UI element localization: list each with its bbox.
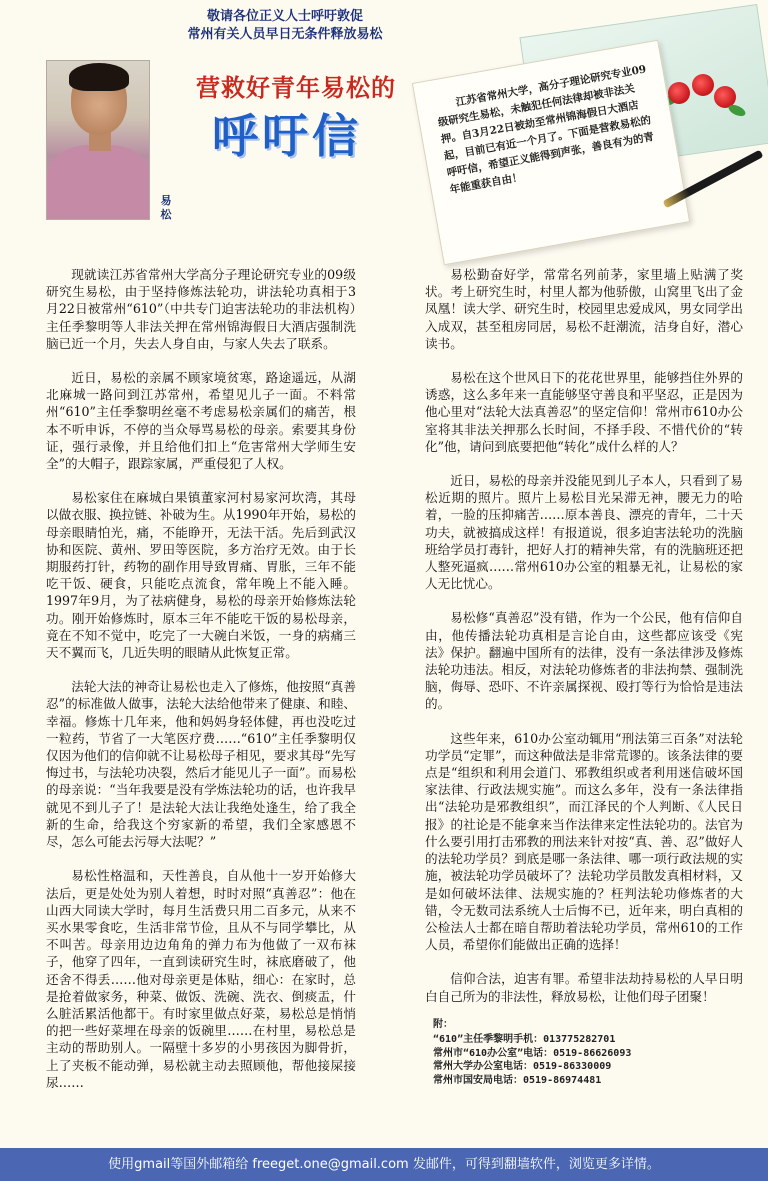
right-column: [425, 266, 743, 1087]
contact-row: 常州市“610办公室”电话：0519-86626093: [433, 1047, 632, 1059]
photo-name: 易松: [160, 194, 172, 221]
paragraph: 法轮大法的神奇让易松也走入了修炼，他按照“真善忍”的标准做人做事，法轮大法给他带来了健康、和睦、幸福。修炼十几年来，他和妈妈身轻体健，再也没吃过一粒药，节省了一大笔医疗费……“610”主任季黎明仅仅因为他们的信仰就不让易松母子相见，要求其母“先写悔过书，与法轮功决裂，然后才能见儿子一面”。而易松的母亲说：“当年我要是没有学炼法轮功的话，也许我早就见不到儿子了！是法轮大法让我绝处逢生，给了我全新的生命，给我这个穷家新的希望，我们全家感恩不尽，怎么可能去污辱大法呢？”: [46, 679, 356, 850]
contact-heading: 附：: [433, 1018, 453, 1030]
footer-text: 使用gmail等国外邮箱给 freeget.one@gmail.com 发邮件，可得到翻墙软件，浏览更多详情。: [108, 1157, 660, 1172]
paragraph: 这些年来，610办公室动辄用“刑法第三百条”对法轮功学员“定罪”，而这种做法是非常荒谬的。该条法律的要点是“组织和利用会道门、邪教组织或者利用迷信破坏国家法律、行政法规实施”。而这么多年，没有一条法律指出“法轮功是邪教组织”，而江泽民的个人判断、《人民日报》的社论是不能拿来当作法律来定性法轮功的。法官为什么要引用打击邪教的刑法来针对按“真、善、忍”做好人的法轮功学员？到底是哪一条法律、哪一项行政法规的实施，被法轮功学员破坏了？法轮功学员散发真相材料，又是如何破坏法律、法规实施的？枉判法轮功修炼者的大错，令无数司法系统人士后悔不已，近年来，明白真相的公检法人士都在暗自帮助着法轮功学员，常州610的工作人员，希望你们能做出正确的选择！: [425, 730, 743, 953]
card-text: 江苏省常州大学，高分子理论研究专业09级研究生易松，未触犯任何法律却被非法关押。自3月22日被劫至常州锦海假日大酒店起，目前已有近一个月了。下面是营救易松的呼吁信，希望正义能得到声张，善良有为的青年能重获自由！: [437, 63, 655, 197]
left-column: [46, 266, 356, 1108]
top-caption: [165, 8, 405, 44]
paragraph: 易松在这个世风日下的花花世界里，能够挡住外界的诱惑，这么多年来一直能够坚守善良和平坚忍，正是因为他心里对“法轮大法真善忍”的坚定信仰！常州市610办公室将其非法关押那么长时间，不择手段、不惜代价的“转化”他，请问到底要把他“转化”成什么样的人？: [425, 370, 743, 454]
letter-card-illustration: [408, 20, 768, 250]
paragraph: 近日，易松的亲属不顾家境贫寒，路途遥远，从湖北麻城一路问到江苏常州，希望见儿子一面。不料常州“610”主任季黎明丝毫不考虑易松亲属们的痛苦，根本不听申诉，不停的当众辱骂易松的母亲。索要其身份证，强行录像，并且给他们扣上“危害常州大学师生安全”的大帽子，跟踪家属，严重侵犯了人权。: [46, 370, 356, 472]
footer-banner: [0, 1148, 768, 1181]
portrait-photo: [46, 60, 150, 220]
paragraph: 信仰合法，迫害有罪。希望非法劫持易松的人早日明白自己所为的非法性，释放易松，让他们母子团聚！: [425, 971, 743, 1004]
paragraph: 易松勤奋好学，常常名列前茅，家里墙上贴满了奖状。考上研究生时，村里人都为他骄傲，山窝里飞出了金凤凰！读大学、研究生时，校园里忠爱成风，男女同学出入成双，甚至租房同居，易松不赶潮流，洁身自好，潜心读书。: [425, 267, 743, 351]
flower-icon: [658, 72, 748, 122]
paragraph: 易松家住在麻城白果镇董家河村易家河坎湾，其母以做衣服、换拉链、补破为生。从1990年开始，易松的母亲眼睛怕光，痛，不能睁开，无法干活。先后到武汉协和医院、黄州、罗田等医院，多方治疗无效。由于长期服药打针，药物的副作用导致胃痛、胃胀，三年不能吃干饭、硬食，只能吃点流食，常年晚上不能入睡。1997年9月，为了祛病健身，易松的母亲开始修炼法轮功。刚开始修炼时，原本三年不能吃干饭的易松母亲，竟在不知不觉中，吃完了一大碗白米饭，一身的病痛三天不翼而飞，几近失明的眼睛从此恢复正常。: [46, 490, 356, 661]
contact-row: “610”主任季黎明手机：013775282701: [433, 1034, 616, 1046]
title-line-2: 呼吁信: [212, 109, 362, 163]
caption-line-1: 敬请各位正义人士呼吁敦促: [206, 9, 363, 24]
contact-row: 常州大学办公室电话：0519-86330009: [433, 1061, 612, 1073]
paragraph: 现就读江苏省常州大学高分子理论研究专业的09级研究生易松，由于坚持修炼法轮功，讲法轮功真相于3月22日被常州“610”（中共专门迫害法轮功的非法机构）主任季黎明等人非法关押在常州锦海假日大酒店强制洗脑已近一个月，失去人身自由，与家人失去了联系。: [46, 267, 356, 351]
letter-paper: [412, 40, 690, 266]
contact-row: 常州市国安局电话：0519-86974481: [433, 1074, 602, 1086]
paragraph: 易松性格温和，天性善良，自从他十一岁开始修大法后，更是处处为别人着想，时时对照“真善忍”：他在山西大同读大学时，每月生活费只用二百多元，从来不买水果零食吃，生活非常节俭，且从不与同学攀比，从不叫苦。母亲用边边角角的弹力布为他做了一双布袜子，他穿了四年，一直到读研究生时，袜底磨破了，他还舍不得丢……他对母亲更是体贴，细心：在家时，总是抢着做家务，种菜、做饭、洗碗、洗衣、倒痰盂，什么脏活累活他都干。有时家里做点好菜，易松总是悄悄的把一些好菜埋在母亲的饭碗里……在村里，易松总是主动的帮助别人。一隔壁十多岁的小男孩因为脚骨折，上了夹板不能动弹，易松就主动去照顾他，帮他接屎接尿……: [46, 868, 356, 1090]
paragraph: 易松修“真善忍”没有错，作为一个公民，他有信仰自由，他传播法轮功真相是言论自由，这些都应该受《宪法》保护。翻遍中国所有的法律，没有一条法律涉及修炼法轮功违法。相反，对法轮功修炼者的非法拘禁、强制洗脑，侮辱、恐吓、不许亲属探视、殴打等行为恰恰是违法的。: [425, 610, 743, 712]
contact-list: [425, 1018, 743, 1088]
paragraph: 近日，易松的母亲并没能见到儿子本人，只看到了易松近期的照片。照片上易松目光呆滞无神，腰无力的哈着，一脸的压抑痛苦……原本善良、漂亮的青年，二十天功夫，就被搞成这样！有报道说，很多迫害法轮功的洗脑班给学员打毒针，把好人打的精神失常，有的洗脑班还把人整死逼疯……常州610办公室的粗暴无礼，让易松的家人无比忧心。: [425, 473, 743, 592]
title-line-1: 营救好青年易松的: [196, 74, 396, 102]
caption-line-2: 常州有关人员早日无条件释放易松: [187, 27, 383, 42]
